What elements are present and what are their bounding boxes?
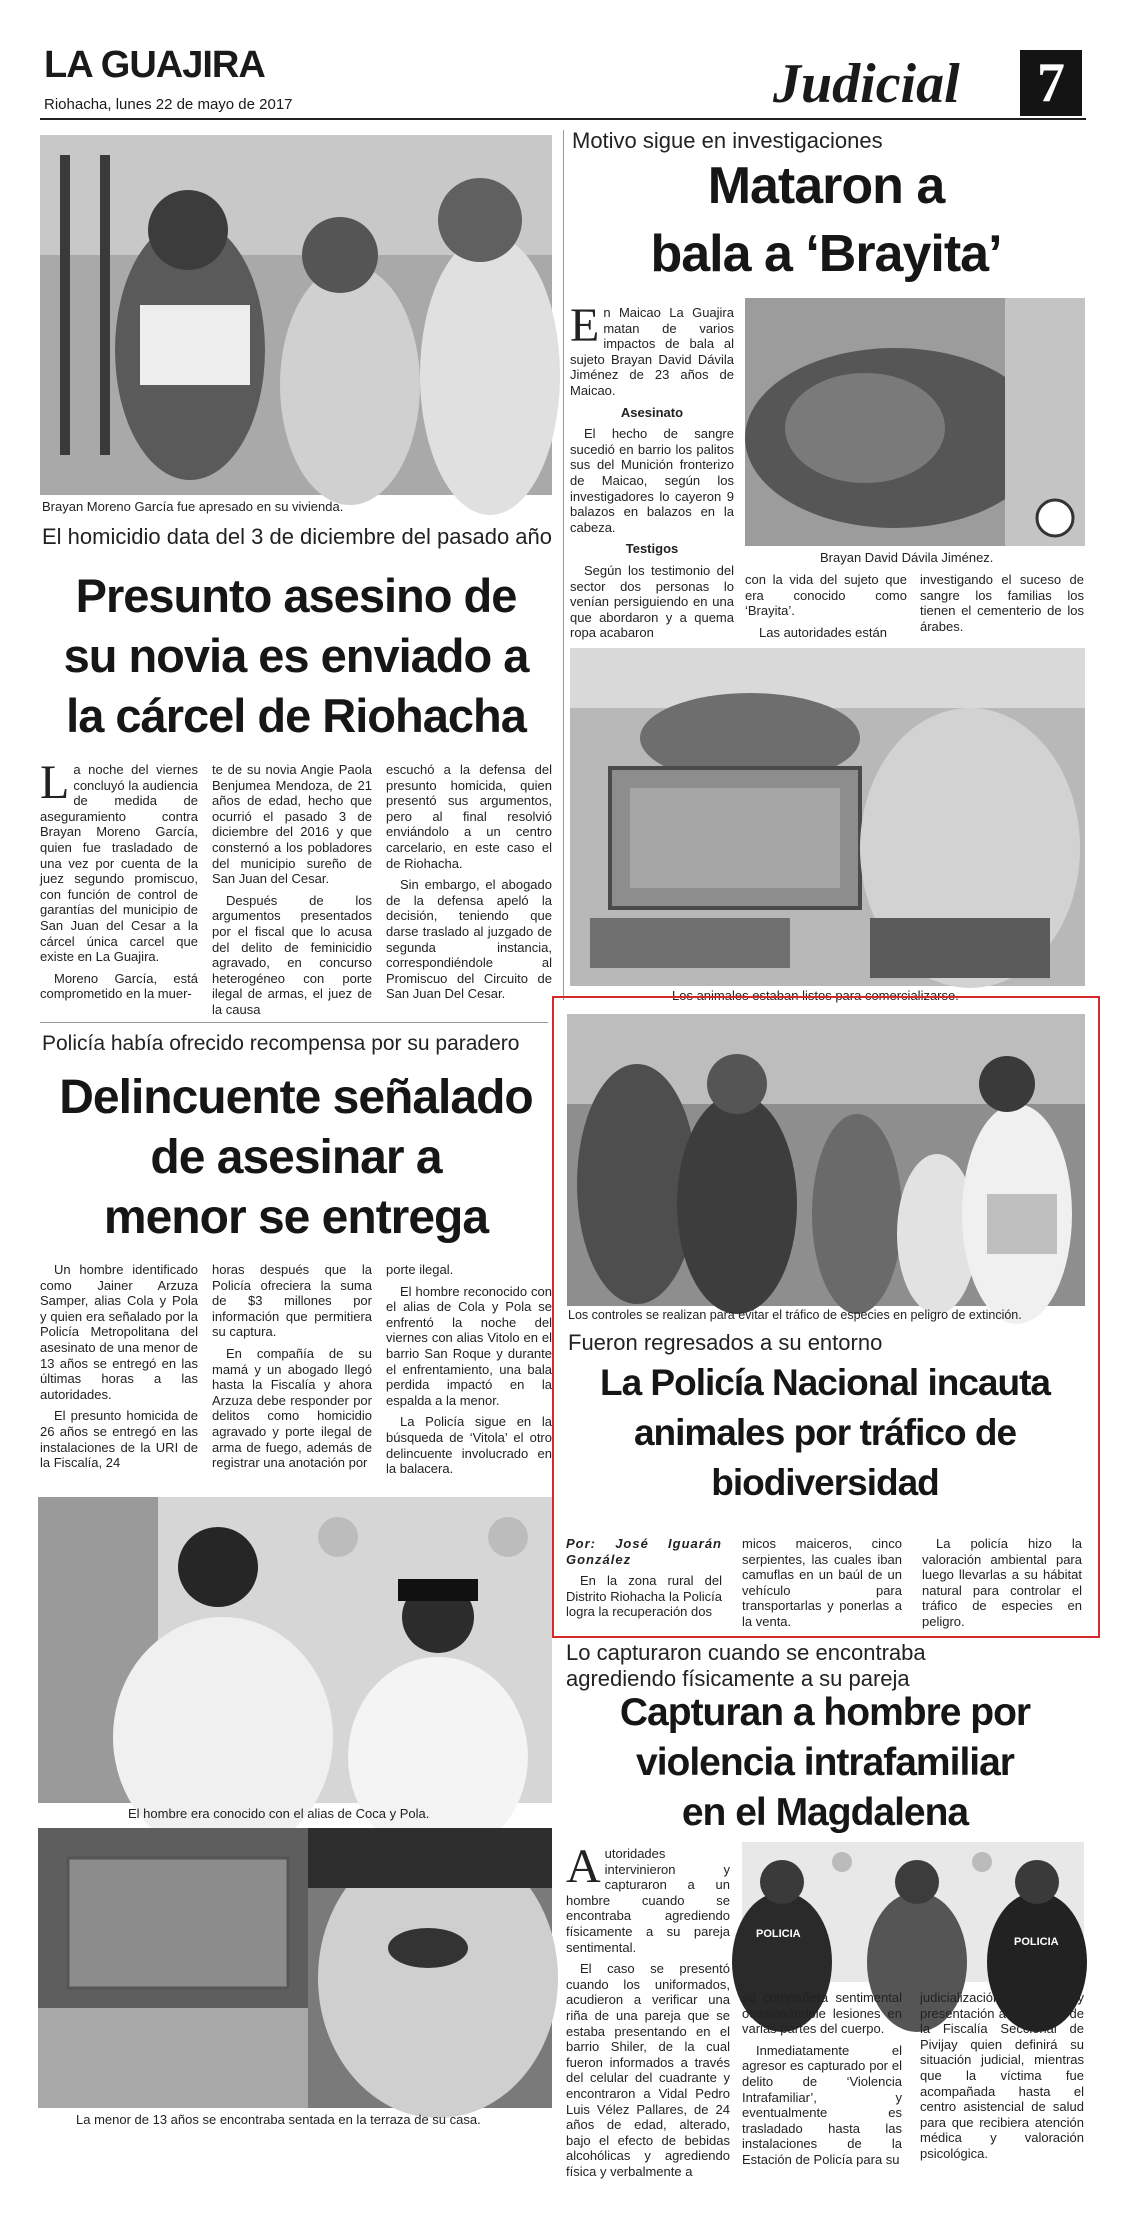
- story4-paragraph: porte ilegal.: [386, 1262, 454, 1277]
- column-divider: [563, 130, 564, 1000]
- story2-headline: [572, 152, 1080, 288]
- story2-column-1: [570, 299, 734, 641]
- story2-photo: [745, 298, 1085, 546]
- story1-kicker: El homicidio data del 3 de diciembre del pasado año: [42, 524, 552, 549]
- story5-paragraph: El caso se presentó cuando los uniformados, acudieron a verificar una riña de una pareja que se estaba presentando en el barrio Shiler, de la cual fueron informados a través del celular del cuadrante y encontraron a Vidal Pedro Luis Vélez Pallares, de 24 años de edad, alterado, bajo el efecto de bebidas alcohólicas y agrediendo física y verbalmente a: [566, 1961, 730, 2179]
- story3-headline-line: La Policía Nacional incauta: [599, 1362, 1051, 1403]
- story1-paragraph: Después de los argumentos presentados por el fiscal que lo acusa del delito de feminicidio agravado, en concurso heterogéneo con porte ilegal de armas, el juez de la causa: [212, 892, 372, 1017]
- story1-headline: [38, 566, 554, 746]
- story5-column-3: [920, 1990, 1084, 2161]
- story4-paragraph: La Policía sigue en la búsqueda de ‘Vitola’ el otro delincuente involucrado en la balacera.: [386, 1414, 552, 1477]
- story4-headline-line: menor se entrega: [103, 1191, 489, 1244]
- story5-column-1: [566, 1840, 730, 2179]
- story2-paragraph: Según los testimonio del sector dos personas lo venían persiguiendo en una que abordaron y a quema ropa acabaron: [570, 562, 734, 641]
- story1-headline-line: su novia es enviado a: [63, 629, 529, 682]
- page-number-text: 7: [1037, 52, 1065, 114]
- story4-paragraph: Un hombre identificado como Jainer Arzuza Samper, alias Cola y Pola y quien era señalado por la Policía Metropolitana del asesinato de una menor de 13 años se entregó en las últimas horas a las autoridades.: [40, 1262, 198, 1402]
- story2-kicker: Motivo sigue en investigaciones: [572, 128, 883, 153]
- story4-column-1: [40, 1262, 198, 1487]
- animals-photo: [570, 648, 1085, 986]
- story2-headline-line: Mataron a: [707, 157, 945, 215]
- story2-headline-line: bala a ‘Brayita’: [650, 225, 1002, 283]
- story1-dropcap: L: [40, 756, 70, 809]
- story3-column-2: [742, 1536, 902, 1629]
- story1-paragraph: a noche del viernes concluyó la audiencia de medida de aseguramiento contra Brayan Moreno García, quien fue trasladado de una vez por cuenta de la juez segundo promiscuo, con función de control de garantías del municipio de San Juan del Cesar a la cárcel única carcel que existe en La Guajira.: [40, 762, 198, 965]
- story5-kicker: [566, 1640, 926, 1692]
- story5-dropcap: A: [566, 1840, 601, 1893]
- story3-headline-line: animales por tráfico de: [633, 1412, 1017, 1453]
- story2-subhead: Asesinato: [620, 404, 684, 420]
- story5-paragraph: su compañera sentimental ocasionándole lesiones en varias partes del cuerpo.: [742, 1990, 902, 2037]
- story1-paragraph: te de su novia Angie Paola Benjumea Mendoza, de 21 años de edad, hecho que ocurrió el pasado 3 de diciembre del 2016 y que consternó a los pobladores del municipio sureño de San Juan del Cesar.: [212, 762, 372, 887]
- police-control-caption: Los controles se realizan para evitar el tráfico de especies en peligro de extinción.: [568, 1308, 1022, 1322]
- story1-paragraph: escuchó a la defensa del presunto homicida, quien presentó sus argumentos, pero al final resolvió enviándolo a un centro carcelario, en este caso el de Riohacha.: [386, 762, 552, 871]
- animals-photo-caption: Los animales estaban listos para comercializarse.: [672, 988, 959, 1003]
- story3-byline: Por: José Iguarán González: [566, 1536, 722, 1567]
- story5-column-2: [742, 1990, 902, 2167]
- story5-kicker-line: agrediendo físicamente a su pareja: [566, 1666, 910, 1691]
- story4-headline-line: Delincuente señalado: [59, 1071, 533, 1124]
- story2-paragraph: El hecho de sangre sucedió en barrio los palitos sus del Munición fronterizo de Maicao, según los investigadores lo cayeron 9 balazos en balazos en la cabeza.: [570, 426, 734, 535]
- story3-headline: [560, 1358, 1090, 1508]
- story4-photo-2: [38, 1828, 552, 2108]
- story2-dropcap: E: [570, 299, 600, 352]
- story5-paragraph: judicialización y presentación ante la URI de la Fiscalía Seccional de Pivijay quien definirá su situación judicial, mientras que la víctima fue acompañada hasta el centro asistencial de salud para que recibiera atención médica y valoración psicológica.: [920, 1990, 1084, 2161]
- story4-photo-2-caption: La menor de 13 años se encontraba sentada en la terraza de su casa.: [76, 2112, 481, 2127]
- story4-kicker: Policía había ofrecido recompensa por su paradero: [42, 1032, 520, 1055]
- section-rule: [40, 1022, 548, 1023]
- vest-label: POLICIA: [756, 1928, 801, 1940]
- story1-paragraph: Sin embargo, el abogado de la defensa apeló la decisión, teniendo que darse traslado al juzgado de segunda instancia, correspondiéndole al Promiscuo del Circuito de San Juan Del Cesar.: [386, 877, 552, 1002]
- story5-headline: [562, 1688, 1088, 1838]
- story4-paragraph: El presunto homicida de 26 años se entregó en las instalaciones de la URI de la Fiscalía, 24: [40, 1408, 198, 1471]
- paper-name: LA GUAJIRA: [44, 44, 265, 86]
- story4-column-3: [386, 1262, 552, 1487]
- police-control-photo: [567, 1014, 1085, 1306]
- story3-paragraph: micos maiceros, cinco serpientes, las cuales iban camuflas en un baúl de un vehículo para transportarlas y ponerlas a la venta.: [742, 1536, 902, 1629]
- story1-column-1: [40, 756, 198, 1002]
- story4-headline-line: de asesinar a: [150, 1131, 442, 1184]
- story3-column-1: [566, 1536, 722, 1626]
- story5-kicker-line: Lo capturaron cuando se encontraba: [566, 1640, 926, 1665]
- story3-paragraph: En la zona rural del Distrito Riohacha la Policía logra la recuperación dos: [566, 1573, 722, 1620]
- story5-headline-line: en el Magdalena: [681, 1791, 969, 1834]
- story5-headline-line: violencia intrafamiliar: [636, 1741, 1014, 1784]
- story2-paragraph: n Maicao La Guajira matan de varios impactos de bala al sujeto Brayan David Dávila Jiménez de 23 años de Maicao.: [570, 305, 734, 398]
- story3-column-3: [922, 1536, 1082, 1629]
- story5-headline-line: Capturan a hombre por: [619, 1691, 1031, 1734]
- story2-column-3: [920, 572, 1084, 638]
- story4-headline: [36, 1068, 556, 1248]
- story2-column-2: [745, 572, 907, 638]
- page-number: [1020, 50, 1082, 116]
- story1-column-2: [212, 762, 372, 1017]
- story5-paragraph: Inmediatamente el agresor es capturado por el delito de ‘Violencia Intrafamiliar’, y eventualmente es trasladado hasta las instalaciones de la Estación de Policía para su: [742, 2042, 902, 2167]
- story4-column-2: [212, 1262, 372, 1487]
- story4-paragraph: El hombre reconocido con el alias de Cola y Pola se enfrentó la noche del viernes con alias Vitolo en el barrio San Roque y durante el enfrentamiento, una bala perdida impactó en la espalda a la menor.: [386, 1283, 552, 1408]
- story2-paragraph: investigando el suceso de sangre los familias los tienen el cementerio de los árabes.: [920, 572, 1084, 634]
- vest-label: POLICIA: [1014, 1936, 1059, 1948]
- section-title: Judicial: [773, 53, 960, 115]
- story5-photo: [742, 1842, 1084, 1982]
- story4-photo-caption: El hombre era conocido con el alias de Coca y Pola.: [128, 1806, 430, 1821]
- story4-paragraph: horas después que la Policía ofreciera la suma de $3 millones por información que permitiera su captura.: [212, 1262, 372, 1340]
- story1-headline-line: Presunto asesino de: [75, 569, 517, 622]
- story3-kicker: Fueron regresados a su entorno: [568, 1330, 883, 1355]
- story5-paragraph: utoridades intervinieron y capturaron a un hombre cuando se encontraba agrediendo físicamente a su pareja sentimental.: [566, 1846, 730, 1955]
- story2-paragraph: con la vida del sujeto que era conocido como ‘Brayita’.: [745, 572, 907, 619]
- story1-photo-caption: Brayan Moreno García fue apresado en su vivienda.: [42, 499, 344, 514]
- story3-paragraph: La policía hizo la valoración ambiental para luego llevarlas a su hábitat natural para controlar el tráfico de especies en peligro.: [922, 1536, 1082, 1629]
- masthead-rule: [40, 118, 1086, 120]
- story4-photo: [38, 1497, 552, 1803]
- story1-column-3: [386, 762, 552, 1002]
- story2-subhead: Testigos: [625, 541, 679, 557]
- story1-paragraph: Moreno García, está comprometido en la muer-: [40, 970, 198, 1002]
- story2-paragraph: Las autoridades están: [759, 624, 887, 640]
- story3-headline-line: biodiversidad: [711, 1462, 939, 1503]
- story4-paragraph: En compañía de su mamá y un abogado llegó hasta la Fiscalía y ahora Arzuza debe responder por delitos como homicidio agravado y porte ilegal de arma de fuego, además de registrar una anotación por: [212, 1345, 372, 1471]
- story2-photo-caption: Brayan David Dávila Jiménez.: [820, 550, 994, 565]
- dateline: Riohacha, lunes 22 de mayo de 2017: [44, 96, 293, 113]
- story1-photo: [40, 135, 552, 495]
- story1-headline-line: la cárcel de Riohacha: [66, 689, 526, 742]
